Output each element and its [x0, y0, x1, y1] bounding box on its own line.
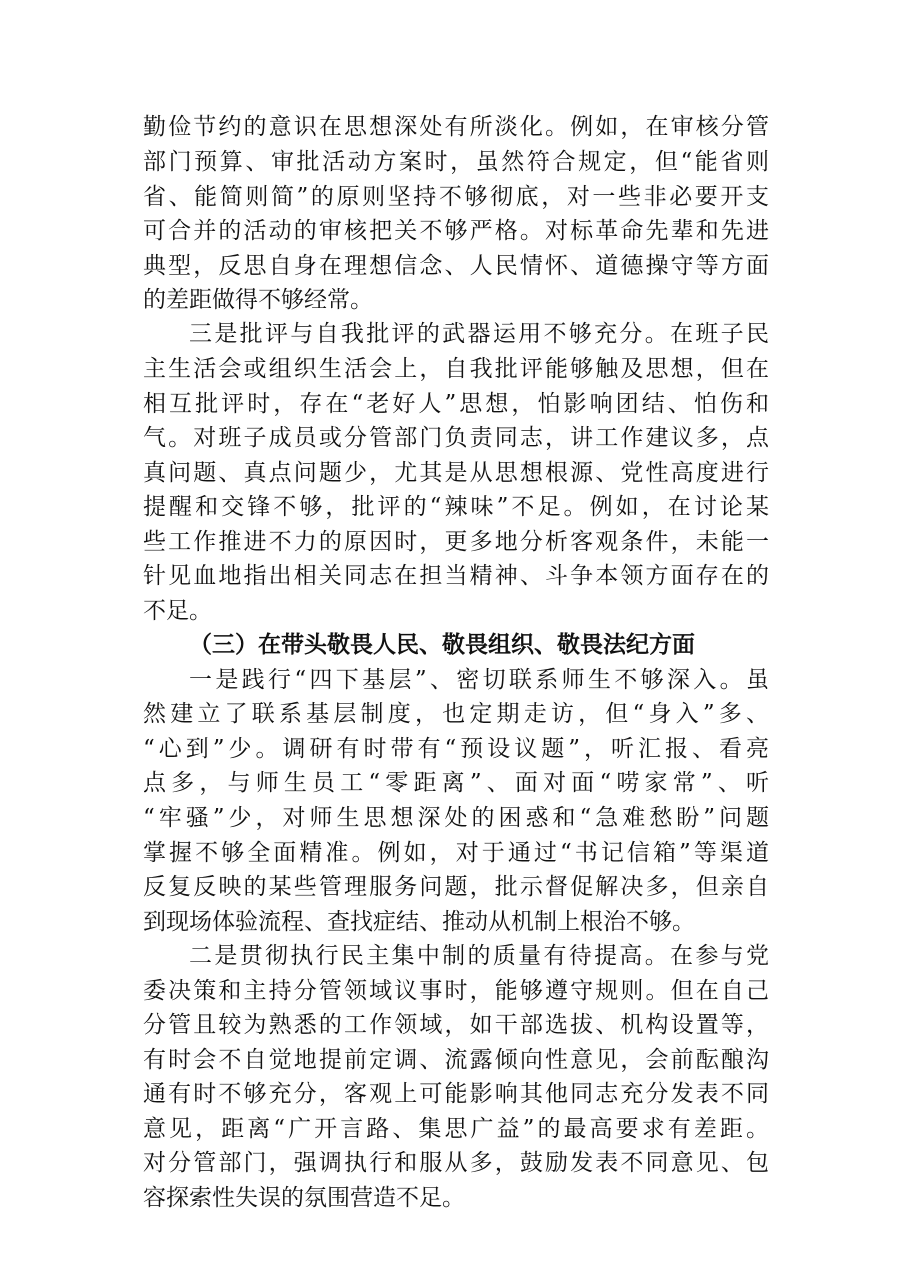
text-line: 气。对班子成员或分管部门负责同志，讲工作建议多，点	[143, 425, 769, 451]
text-line: 省、能简则简”的原则坚持不够彻底，对一些非必要开支	[143, 184, 769, 210]
text-line: 然建立了联系基层制度，也定期走访，但“身入”多、	[143, 701, 769, 727]
text-line: 到现场体验流程、查找症结、推动从机制上根治不够。	[143, 909, 695, 935]
text-line: “心到”少。调研有时带有“预设议题”，听汇报、看亮	[143, 736, 769, 762]
text-line: 点多，与师生员工“零距离”、面对面“唠家常”、听	[143, 770, 769, 796]
text-line: 真问题、真点问题少，尤其是从思想根源、党性高度进行	[143, 460, 769, 486]
text-line: 针见血地指出相关同志在担当精神、斗争本领方面存在的	[143, 563, 769, 589]
text-line: 勤俭节约的意识在思想深处有所淡化。例如，在审核分管	[143, 114, 769, 140]
paragraph-start-line: 二是贯彻执行民主集中制的质量有待提高。在参与党	[189, 943, 769, 969]
text-line: 分管且较为熟悉的工作领域，如干部选拔、机构设置等，	[143, 1012, 769, 1038]
text-line: 提醒和交锋不够，批评的“辣味”不足。例如，在讨论某	[143, 494, 769, 520]
text-line: 意见，距离“广开言路、集思广益”的最高要求有差距。	[143, 1116, 769, 1142]
text-line: 主生活会或组织生活会上，自我批评能够触及思想，但在	[143, 356, 769, 382]
text-line: 对分管部门，强调执行和服从多，鼓励发表不同意见、包	[143, 1150, 769, 1176]
text-line: 有时会不自觉地提前定调、流露倾向性意见，会前酝酿沟	[143, 1047, 769, 1073]
text-line: 些工作推进不力的原因时，更多地分析客观条件，未能一	[143, 529, 769, 555]
paragraph-start-line: 三是批评与自我批评的武器运用不够充分。在班子民	[189, 321, 769, 347]
text-line: 的差距做得不够经常。	[143, 287, 373, 313]
text-line: 部门预算、审批活动方案时，虽然符合规定，但“能省则	[143, 149, 769, 175]
text-line: 委决策和主持分管领域议事时，能够遵守规则。但在自己	[143, 978, 769, 1004]
text-line: “牢骚”少，对师生思想深处的困惑和“急难愁盼”问题	[143, 805, 769, 831]
text-line: 通有时不够充分，客观上可能影响其他同志充分发表不同	[143, 1081, 769, 1107]
text-line: 容探索性失误的氛围营造不足。	[143, 1185, 465, 1211]
text-line: 掌握不够全面精准。例如，对于通过“书记信箱”等渠道	[143, 840, 769, 866]
paragraph-start-line: 一是践行“四下基层”、密切联系师生不够深入。虽	[189, 667, 769, 693]
section-heading: （三）在带头敬畏人民、敬畏组织、敬畏法纪方面	[189, 631, 695, 658]
text-line: 不足。	[143, 598, 212, 624]
text-line: 典型，反思自身在理想信念、人民情怀、道德操守等方面	[143, 253, 769, 279]
text-line: 可合并的活动的审核把关不够严格。对标革命先辈和先进	[143, 218, 769, 244]
text-line: 反复反映的某些管理服务问题，批示督促解决多，但亲自	[143, 874, 769, 900]
text-line: 相互批评时，存在“老好人”思想，怕影响团结、怕伤和	[143, 391, 769, 417]
